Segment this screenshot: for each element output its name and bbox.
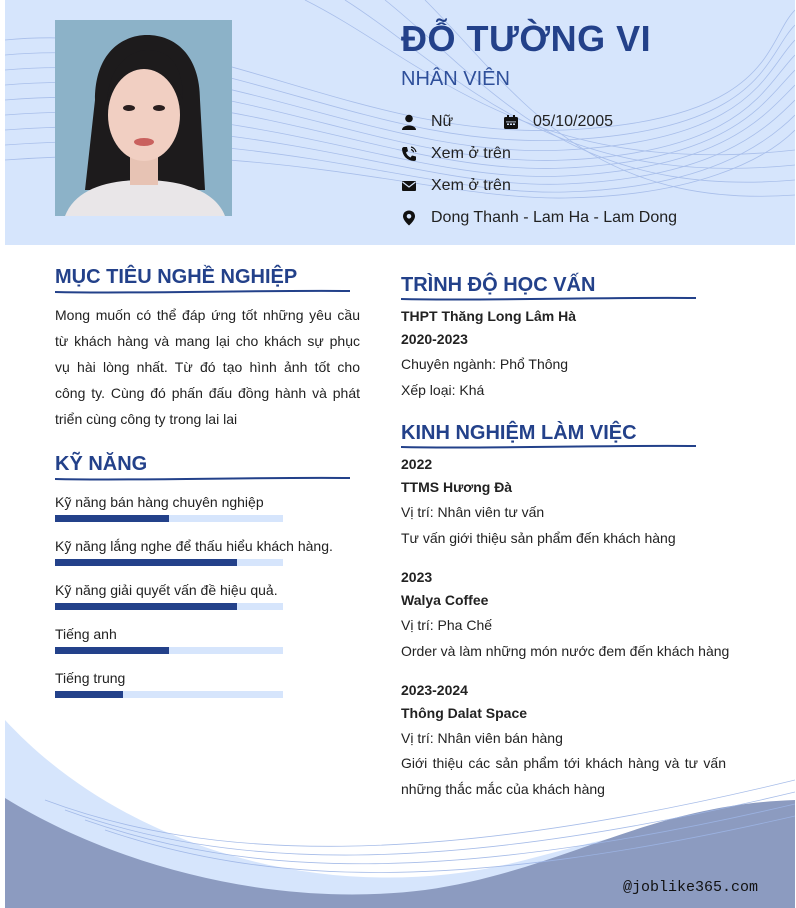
skill-bar-fill [55, 691, 123, 698]
experience-company: Walya Coffee [401, 592, 489, 608]
watermark-text: @joblike365.com [623, 879, 759, 896]
education-underline [401, 296, 696, 302]
experience-desc: Giới thiệu các sản phẩm tới khách hàng và tư vấn những thắc mắc của khách hàng [401, 755, 726, 797]
dob-value: 05/10/2005 [533, 113, 614, 130]
experience-company: Thông Dalat Space [401, 705, 528, 721]
profile-photo [55, 20, 232, 216]
education-title: TRÌNH ĐỘ HỌC VẤN [401, 274, 596, 296]
experience-year: 2022 [401, 456, 433, 472]
skill-bar-fill [55, 647, 169, 654]
gender-value: Nữ [431, 113, 454, 130]
education-school: THPT Thăng Long Lâm Hà [401, 308, 576, 324]
skill-bar-fill [55, 559, 237, 566]
phone-icon [401, 146, 417, 162]
education-grade: Xếp loại: Khá [401, 382, 485, 398]
experience-year: 2023-2024 [401, 682, 468, 698]
skill-bar-fill [55, 515, 169, 522]
footer-wave-decoration [5, 700, 795, 908]
experience-company: TTMS Hương Đà [401, 479, 513, 495]
person-icon [401, 114, 417, 130]
skill-label: Tiếng anh [55, 626, 117, 642]
experience-position: Vị trí: Nhân viên tư vấn [401, 504, 545, 520]
skill-label: Kỹ năng lắng nghe để thấu hiểu khách hàng. [55, 538, 333, 554]
objective-text: Mong muốn có thể đáp ứng tốt những yêu cầu từ khách hàng và mang lại cho khách sự phục vụ hài lòng nhất. Từ đó tạo hình ảnh tốt cho công ty. Cùng đó phấn đấu đồng hành và phát triển cùng công ty trong lai lai [55, 307, 360, 427]
candidate-name: ĐỖ TƯỜNG VI [401, 18, 652, 59]
experience-position: Vị trí: Pha Chế [401, 617, 493, 633]
experience-underline [401, 444, 696, 450]
skill-label: Kỹ năng bán hàng chuyên nghiệp [55, 494, 264, 510]
gender-row [401, 113, 453, 131]
candidate-role: NHÂN VIÊN [401, 68, 510, 90]
education-major: Chuyên ngành: Phổ Thông [401, 356, 569, 372]
objective-underline [55, 289, 350, 295]
header-band [5, 0, 795, 245]
skill-bar [55, 559, 283, 566]
phone-value: Xem ở trên [431, 145, 511, 162]
phone-row [401, 145, 511, 163]
education-years: 2020-2023 [401, 331, 468, 347]
experience-position: Vị trí: Nhân viên bán hàng [401, 730, 563, 746]
experience-desc: Order và làm những món nước đem đến khách hàng [401, 643, 730, 659]
skills-underline [55, 476, 350, 482]
skill-bar [55, 603, 283, 610]
cv-page [5, 0, 795, 908]
address-row [401, 209, 677, 227]
skill-bar [55, 647, 283, 654]
location-pin-icon [401, 210, 417, 226]
experience-title: KINH NGHIỆM LÀM VIỆC [401, 422, 637, 444]
dob-row [503, 113, 613, 131]
skill-bar [55, 691, 283, 698]
envelope-icon [401, 178, 417, 194]
skill-bar-fill [55, 603, 237, 610]
skill-label: Kỹ năng giải quyết vấn đề hiệu quả. [55, 582, 278, 598]
objective-title: MỤC TIÊU NGHỀ NGHIỆP [55, 266, 298, 288]
calendar-icon [503, 114, 519, 130]
skills-title: KỸ NĂNG [55, 453, 148, 475]
address-value: Dong Thanh - Lam Ha - Lam Dong [431, 209, 678, 226]
email-value: Xem ở trên [431, 177, 511, 194]
experience-desc: Tư vấn giới thiệu sản phẩm đến khách hàng [401, 530, 676, 546]
email-row [401, 177, 511, 195]
skill-label: Tiếng trung [55, 670, 126, 686]
skill-bar [55, 515, 283, 522]
experience-year: 2023 [401, 569, 433, 585]
